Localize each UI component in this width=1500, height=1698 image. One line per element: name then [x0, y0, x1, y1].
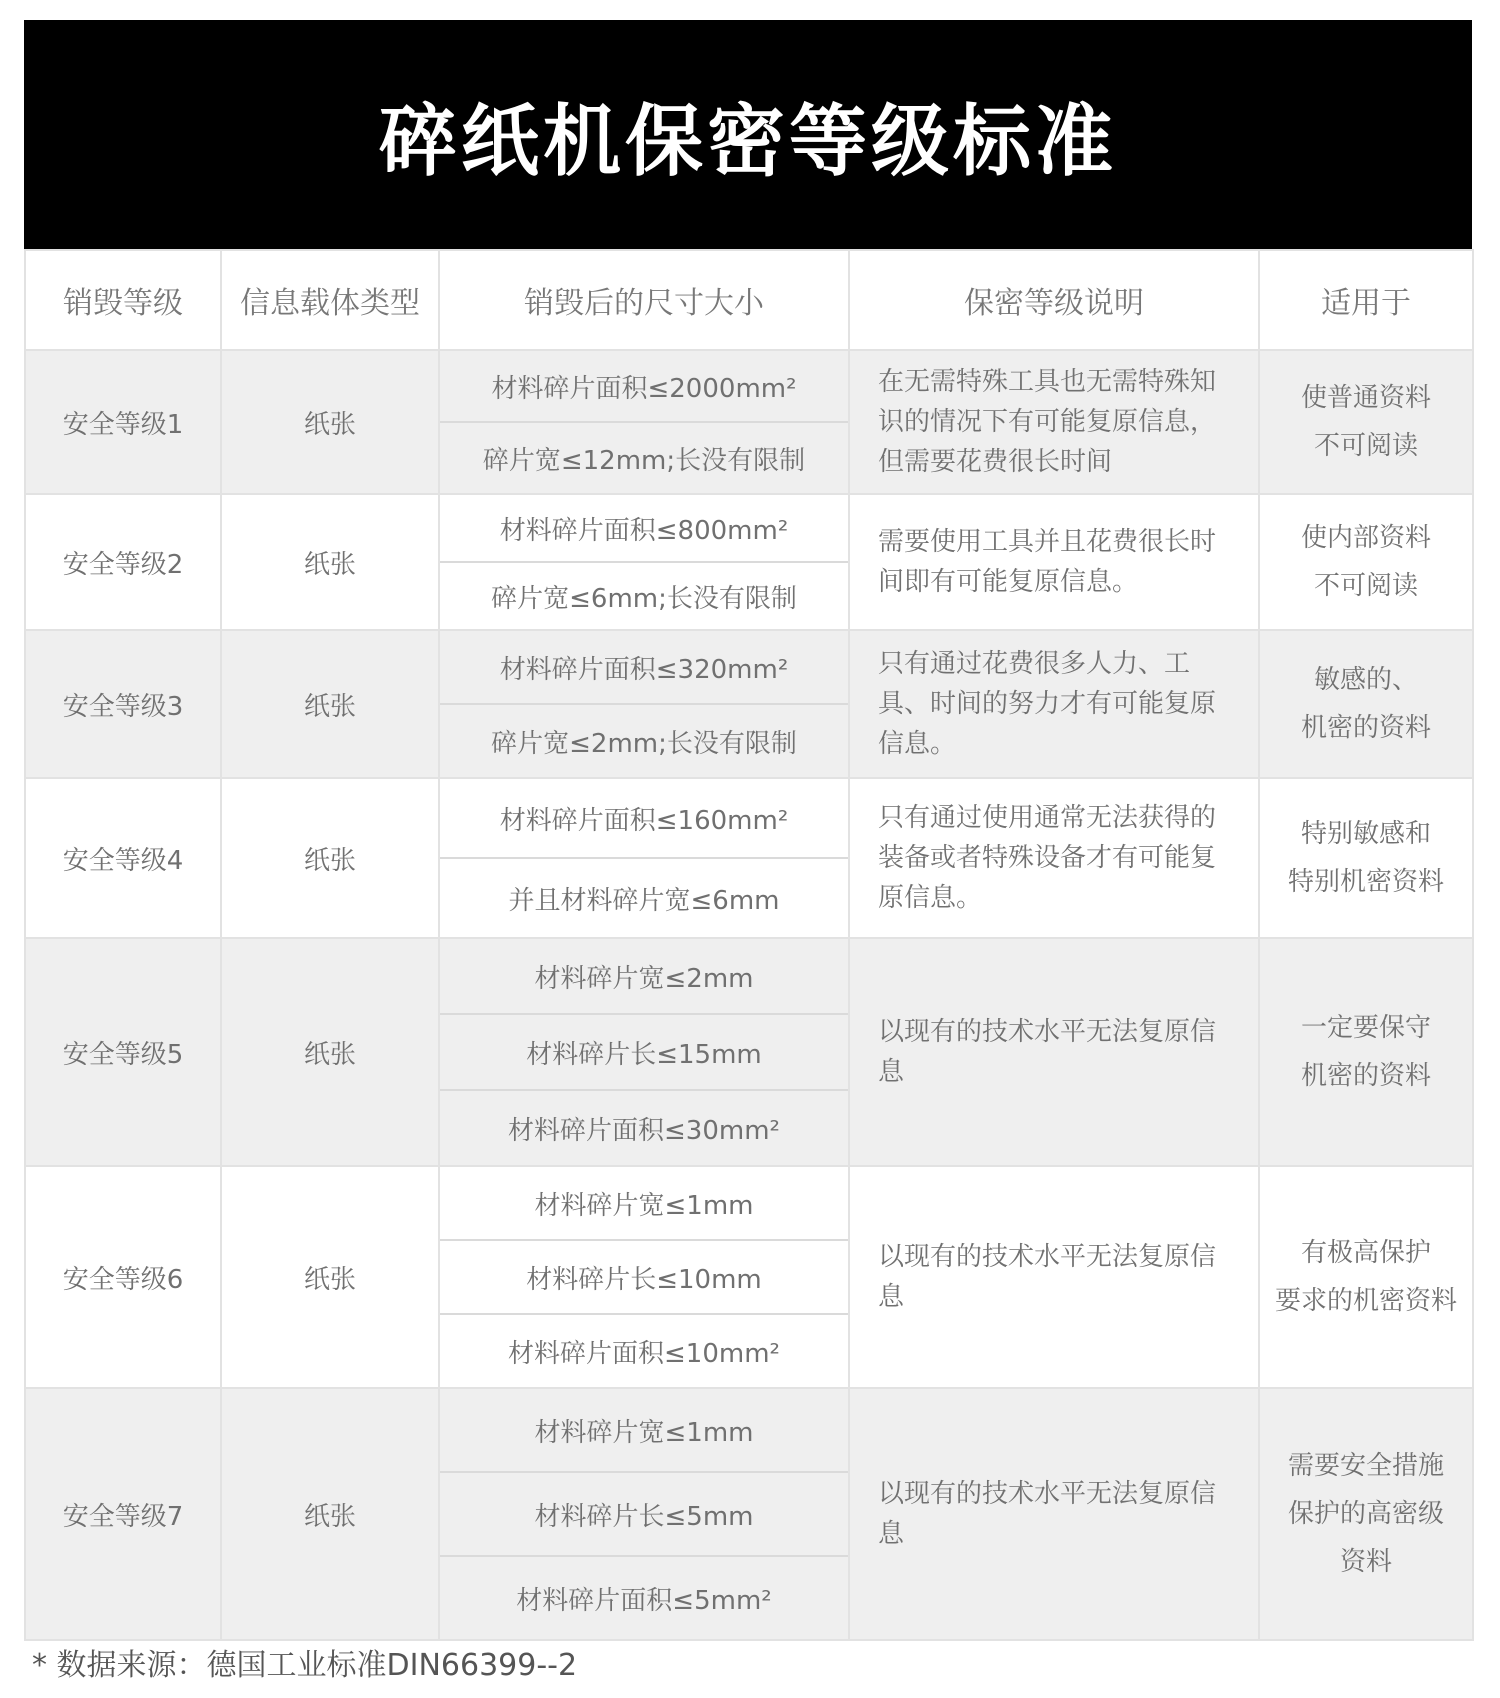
- title-banner: [24, 20, 1472, 249]
- size-spec: 材料碎片长≤10mm: [440, 1241, 848, 1315]
- size-spec: 碎片宽≤2mm;长没有限制: [491, 728, 797, 759]
- cell-carrier: 纸张: [221, 938, 439, 1166]
- cell-size: [439, 350, 849, 494]
- applicable-line: 不可阅读: [1313, 571, 1418, 601]
- cell-level: 安全等级4: [25, 778, 221, 938]
- applicable-line: 资料: [1339, 1547, 1392, 1577]
- cell-size: [439, 494, 849, 630]
- applicable-line: 不可阅读: [1313, 431, 1418, 461]
- applicable-line: 一定要保守: [1300, 1013, 1431, 1043]
- cell-size: [439, 1166, 849, 1388]
- size-spec: 材料碎片长≤15mm: [440, 1015, 848, 1091]
- cell-carrier: 纸张: [221, 494, 439, 630]
- applicable-line: 需要安全措施: [1287, 1451, 1444, 1481]
- cell-applicable: [1259, 350, 1473, 494]
- size-spec: 材料碎片宽≤2mm: [440, 939, 848, 1015]
- size-spec: 材料碎片面积≤10mm²: [508, 1338, 780, 1369]
- size-spec: 材料碎片面积≤800mm²: [440, 495, 848, 563]
- applicable-line: 使普通资料: [1300, 383, 1431, 413]
- cell-carrier: 纸张: [221, 778, 439, 938]
- data-source-note: * 数据来源：德国工业标准DIN66399--2: [32, 1648, 578, 1683]
- cell-size: [439, 1388, 849, 1640]
- cell-carrier: 纸张: [221, 350, 439, 494]
- page-title: 碎纸机保密等级标准: [378, 96, 1117, 187]
- size-spec: 材料碎片面积≤30mm²: [508, 1115, 780, 1146]
- applicable-line: 机密的资料: [1300, 1061, 1431, 1091]
- table-header-row: [25, 250, 1473, 350]
- applicable-line: 特别机密资料: [1287, 867, 1444, 897]
- size-spec: 碎片宽≤6mm;长没有限制: [491, 583, 797, 614]
- cell-applicable: [1259, 494, 1473, 630]
- cell-size: [439, 938, 849, 1166]
- cell-applicable: [1259, 1166, 1473, 1388]
- cell-applicable: [1259, 938, 1473, 1166]
- header-level: 销毁等级: [25, 250, 221, 350]
- cell-applicable: [1259, 778, 1473, 938]
- cell-description: 只有通过花费很多人力、工具、时间的努力才有可能复原信息。: [849, 630, 1259, 778]
- cell-carrier: 纸张: [221, 630, 439, 778]
- cell-carrier: 纸张: [221, 1388, 439, 1640]
- size-spec: 材料碎片面积≤2000mm²: [440, 351, 848, 423]
- cell-level: 安全等级6: [25, 1166, 221, 1388]
- applicable-line: 机密的资料: [1300, 713, 1431, 743]
- size-spec: 材料碎片面积≤320mm²: [440, 631, 848, 705]
- table-row: [25, 1388, 1473, 1640]
- table-row: [25, 938, 1473, 1166]
- cell-description: 以现有的技术水平无法复原信息: [849, 1388, 1259, 1640]
- cell-applicable: [1259, 630, 1473, 778]
- cell-level: 安全等级2: [25, 494, 221, 630]
- applicable-line: 有极高保护: [1300, 1238, 1431, 1268]
- header-description: 保密等级说明: [849, 250, 1259, 350]
- applicable-line: 要求的机密资料: [1274, 1286, 1457, 1316]
- applicable-line: 使内部资料: [1300, 523, 1431, 553]
- cell-description: 需要使用工具并且花费很长时间即有可能复原信息。: [849, 494, 1259, 630]
- table-row: [25, 350, 1473, 494]
- table-row: [25, 1166, 1473, 1388]
- cell-level: 安全等级3: [25, 630, 221, 778]
- cell-level: 安全等级7: [25, 1388, 221, 1640]
- size-spec: 材料碎片长≤5mm: [440, 1473, 848, 1557]
- security-level-table: [24, 249, 1474, 1641]
- header-carrier: 信息载体类型: [221, 250, 439, 350]
- size-spec: 材料碎片面积≤160mm²: [440, 779, 848, 859]
- cell-description: 只有通过使用通常无法获得的装备或者特殊设备才有可能复原信息。: [849, 778, 1259, 938]
- cell-level: 安全等级1: [25, 350, 221, 494]
- size-spec: 碎片宽≤12mm;长没有限制: [482, 445, 806, 476]
- applicable-line: 特别敏感和: [1300, 819, 1431, 849]
- applicable-line: 敏感的、: [1313, 665, 1418, 695]
- size-spec: 材料碎片面积≤5mm²: [516, 1585, 772, 1616]
- header-applicable: 适用于: [1259, 250, 1473, 350]
- cell-description: 以现有的技术水平无法复原信息: [849, 1166, 1259, 1388]
- cell-applicable: [1259, 1388, 1473, 1640]
- cell-size: [439, 778, 849, 938]
- size-spec: 材料碎片宽≤1mm: [440, 1389, 848, 1473]
- size-spec: 材料碎片宽≤1mm: [440, 1167, 848, 1241]
- table-row: [25, 494, 1473, 630]
- header-size: 销毁后的尺寸大小: [439, 250, 849, 350]
- cell-description: 在无需特殊工具也无需特殊知识的情况下有可能复原信息，但需要花费很长时间: [849, 350, 1259, 494]
- table-row: [25, 778, 1473, 938]
- size-spec: 并且材料碎片宽≤6mm: [508, 885, 780, 916]
- cell-level: 安全等级5: [25, 938, 221, 1166]
- table-row: [25, 630, 1473, 778]
- cell-size: [439, 630, 849, 778]
- applicable-line: 保护的高密级: [1287, 1499, 1444, 1529]
- cell-carrier: 纸张: [221, 1166, 439, 1388]
- cell-description: 以现有的技术水平无法复原信息: [849, 938, 1259, 1166]
